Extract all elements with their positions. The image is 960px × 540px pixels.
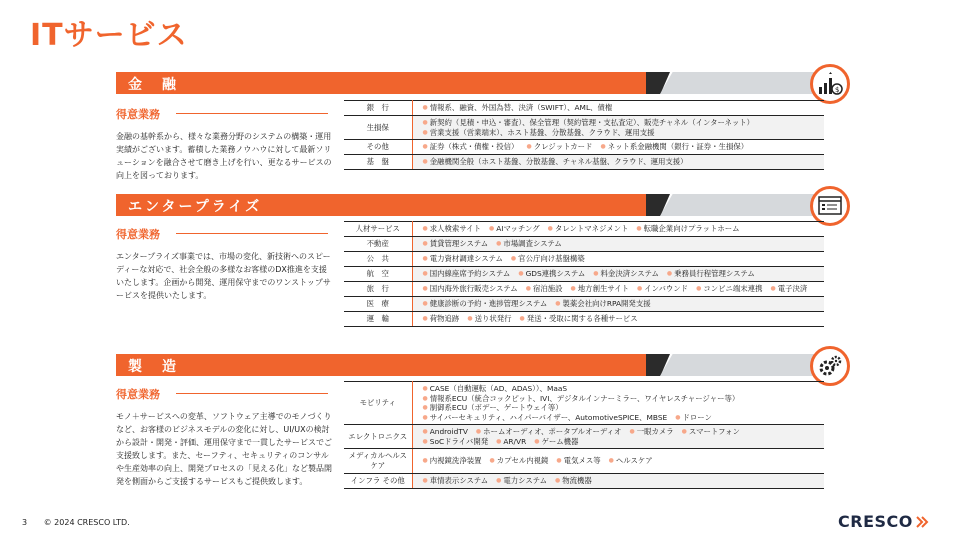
row-category: モビリティ — [344, 382, 412, 425]
list-item: ● 国内海外旅行販売システム — [423, 284, 518, 294]
finance-table — [344, 100, 824, 170]
list-item: ● 新契約（見積・申込・審査）、保全管理（契約管理・支払査定）、販売チャネル（インターネット） — [423, 118, 755, 128]
page-title: ITサービス — [30, 18, 188, 53]
left-heading: 得意業務 — [116, 106, 332, 126]
row-category: 人材サービス — [344, 222, 412, 237]
list-item: ● カプセル内視鏡 — [490, 456, 549, 466]
section-bar — [116, 72, 818, 94]
list-item: ● 送り状発行 — [467, 314, 511, 324]
list-item: ● 国内線座席予約システム — [423, 269, 511, 279]
manufacturing-table — [344, 381, 824, 489]
left-column — [116, 106, 332, 182]
list-item: ● ヘルスケア — [609, 456, 653, 466]
enterprise-table — [344, 221, 824, 327]
list-item: ● 証券（株式・債権・投信） — [423, 142, 519, 152]
row-items — [412, 140, 824, 155]
list-item: ● 求人検索サイト — [423, 224, 481, 234]
list-item: ● 情報系ECU（統合コックピット、IVI、デジタルインナーミラー、ワイヤレスチャージャー等） — [423, 394, 740, 404]
list-item: ● 電力システム — [496, 476, 547, 486]
table-row — [344, 449, 824, 474]
list-item: ● 官公庁向け基盤構築 — [511, 254, 585, 264]
list-item: ● 健康診断の予約・進捗管理システム — [423, 299, 548, 309]
cresco-logo — [838, 512, 929, 531]
row-category: 生損保 — [344, 116, 412, 140]
row-category: その他 — [344, 140, 412, 155]
list-item: ● 宿泊施設 — [526, 284, 563, 294]
section-bar — [116, 354, 818, 376]
list-item: ● 地方創生サイト — [571, 284, 629, 294]
list-item: ● スマートフォン — [682, 427, 740, 437]
row-items — [412, 312, 824, 327]
row-category: 不動産 — [344, 237, 412, 252]
list-item: ● 内視鏡洗浄装置 — [423, 456, 482, 466]
copyright: © 2024 CRESCO LTD. — [43, 518, 130, 527]
row-category: 旅 行 — [344, 282, 412, 297]
row-items — [412, 116, 824, 140]
row-items — [412, 425, 824, 449]
list-item: ● 電力資材調達システム — [423, 254, 503, 264]
list-item: ● 一眼カメラ — [629, 427, 673, 437]
gears-icon — [810, 346, 850, 386]
row-category: 医 療 — [344, 297, 412, 312]
list-item: ● 電子決済 — [770, 284, 807, 294]
section-bar — [116, 194, 818, 216]
row-category: 公 共 — [344, 252, 412, 267]
list-item: ● AIマッチング — [489, 224, 540, 234]
list-item: ● 情報系、融資、外国為替、決済（SWIFT）、AML、債権 — [423, 103, 613, 113]
list-item: ● インバウンド — [637, 284, 688, 294]
list-item: ● 製薬会社向けRPA開発支援 — [555, 299, 650, 309]
list-item: ● 料金決済システム — [593, 269, 659, 279]
left-description: モノ＋サービスへの変革、ソフトウェア主導でのモノづくりなど、お客様のビジネスモデルの変化に対し、UI/UXの検討から設計・開発・評価、運用保守まで一貫したサービスでご支援致します。また、セーフティ、セキュリティのコンサルや生産効率の向上、開発プロセスの「見える化」など製品開発を側面からご支援するサービスもご提供致します。 — [116, 412, 332, 486]
list-item: ● 営業支援（営業端末）、ホスト基盤、分散基盤、クラウド、運用支援 — [423, 128, 655, 138]
row-items — [412, 449, 824, 474]
list-item: ● 転職企業向けプラットホーム — [636, 224, 739, 234]
table-row — [344, 222, 824, 237]
table-row — [344, 282, 824, 297]
list-item: ● コンビニ端末連携 — [696, 284, 762, 294]
table-row — [344, 155, 824, 170]
list-item: ● 市場調査システム — [496, 239, 562, 249]
list-item: ● AR/VR — [496, 437, 526, 447]
logo-mark-icon — [915, 515, 929, 529]
footer — [22, 518, 130, 527]
table-row — [344, 252, 824, 267]
left-description: 金融の基幹系から、様々な業務分野のシステムの構築・運用実績がございます。蓄積した業務ノウハウに対して最新ソリューションを融合させて磨き上げを行い、更なるサービスの向上を図っております。 — [116, 132, 332, 180]
row-items — [412, 267, 824, 282]
list-item: ● 車情表示システム — [423, 476, 489, 486]
table-row — [344, 101, 824, 116]
table-row — [344, 140, 824, 155]
list-item: ● 賃貸管理システム — [423, 239, 489, 249]
row-category: 基 盤 — [344, 155, 412, 170]
enterprise-document-icon — [810, 186, 850, 226]
list-item: ● サイバーセキュリティ、ハイパーバイザー、AutomotiveSPICE、MBSE — [423, 413, 668, 423]
list-item: ● 金融機関全般（ホスト基盤、分散基盤、チャネル基盤、クラウド、運用支援） — [423, 157, 688, 167]
left-heading: 得意業務 — [116, 226, 332, 246]
row-category: 銀 行 — [344, 101, 412, 116]
list-item: ● 荷物追跡 — [423, 314, 460, 324]
list-item: ● 物流機器 — [555, 476, 592, 486]
row-category: メディカルヘルスケア — [344, 449, 412, 474]
left-column — [116, 226, 332, 302]
list-item: ● 発送・受取に関する各種サービス — [520, 314, 638, 324]
list-item: ● 電気メス等 — [556, 456, 600, 466]
left-heading: 得意業務 — [116, 386, 332, 406]
table-row — [344, 116, 824, 140]
list-item: ● クレジットカード — [526, 142, 592, 152]
row-category: 運 輸 — [344, 312, 412, 327]
list-item: ● 乗務員行程管理システム — [667, 269, 755, 279]
list-item: ● ホームオーディオ、ポータブルオーディオ — [476, 427, 622, 437]
list-item: ● タレントマネジメント — [548, 224, 629, 234]
row-items — [412, 101, 824, 116]
section-title: 製 造 — [128, 359, 179, 375]
table-row — [344, 382, 824, 425]
left-column — [116, 386, 332, 488]
page-number: 3 — [22, 518, 28, 527]
logo-text: CRESCO — [838, 512, 913, 531]
table-row — [344, 237, 824, 252]
list-item: ● CASE（自動運転（AD、ADAS））、MaaS — [423, 384, 568, 394]
row-category: インフラ その他 — [344, 474, 412, 489]
row-items — [412, 252, 824, 267]
section-title: 金 融 — [128, 77, 179, 93]
table-row — [344, 267, 824, 282]
table-row — [344, 297, 824, 312]
left-description: エンタープライズ事業では、市場の変化、新技術へのスピーディーな対応で、社会全般の多様なお客様のDX推進を支援いたします。企画から開発、運用保守までのワンストップサービスを提供いたします。 — [116, 252, 331, 300]
row-items — [412, 155, 824, 170]
row-items — [412, 237, 824, 252]
table-row — [344, 425, 824, 449]
row-items — [412, 282, 824, 297]
row-items — [412, 297, 824, 312]
row-items — [412, 474, 824, 489]
section-finance — [116, 72, 850, 182]
list-item: ● AndroidTV — [423, 427, 468, 437]
row-items — [412, 222, 824, 237]
list-item: ● GDS連携システム — [518, 269, 585, 279]
row-category: 航 空 — [344, 267, 412, 282]
finance-chart-icon — [810, 64, 850, 104]
row-category: エレクトロニクス — [344, 425, 412, 449]
table-row — [344, 312, 824, 327]
section-title: エンタープライズ — [128, 199, 263, 215]
list-item: ● ゲーム機器 — [534, 437, 578, 447]
list-item: ● ドローン — [675, 413, 712, 423]
svg-text:$: $ — [835, 86, 840, 94]
list-item: ● 制御系ECU（ボデー、ゲートウェイ等） — [423, 403, 563, 413]
table-row — [344, 474, 824, 489]
row-items — [412, 382, 824, 425]
list-item: ● ネット系金融機関（銀行・証券・生損保） — [600, 142, 748, 152]
section-enterprise — [116, 194, 850, 344]
list-item: ● SoCドライバ開発 — [423, 437, 489, 447]
section-manufacturing — [116, 354, 850, 504]
